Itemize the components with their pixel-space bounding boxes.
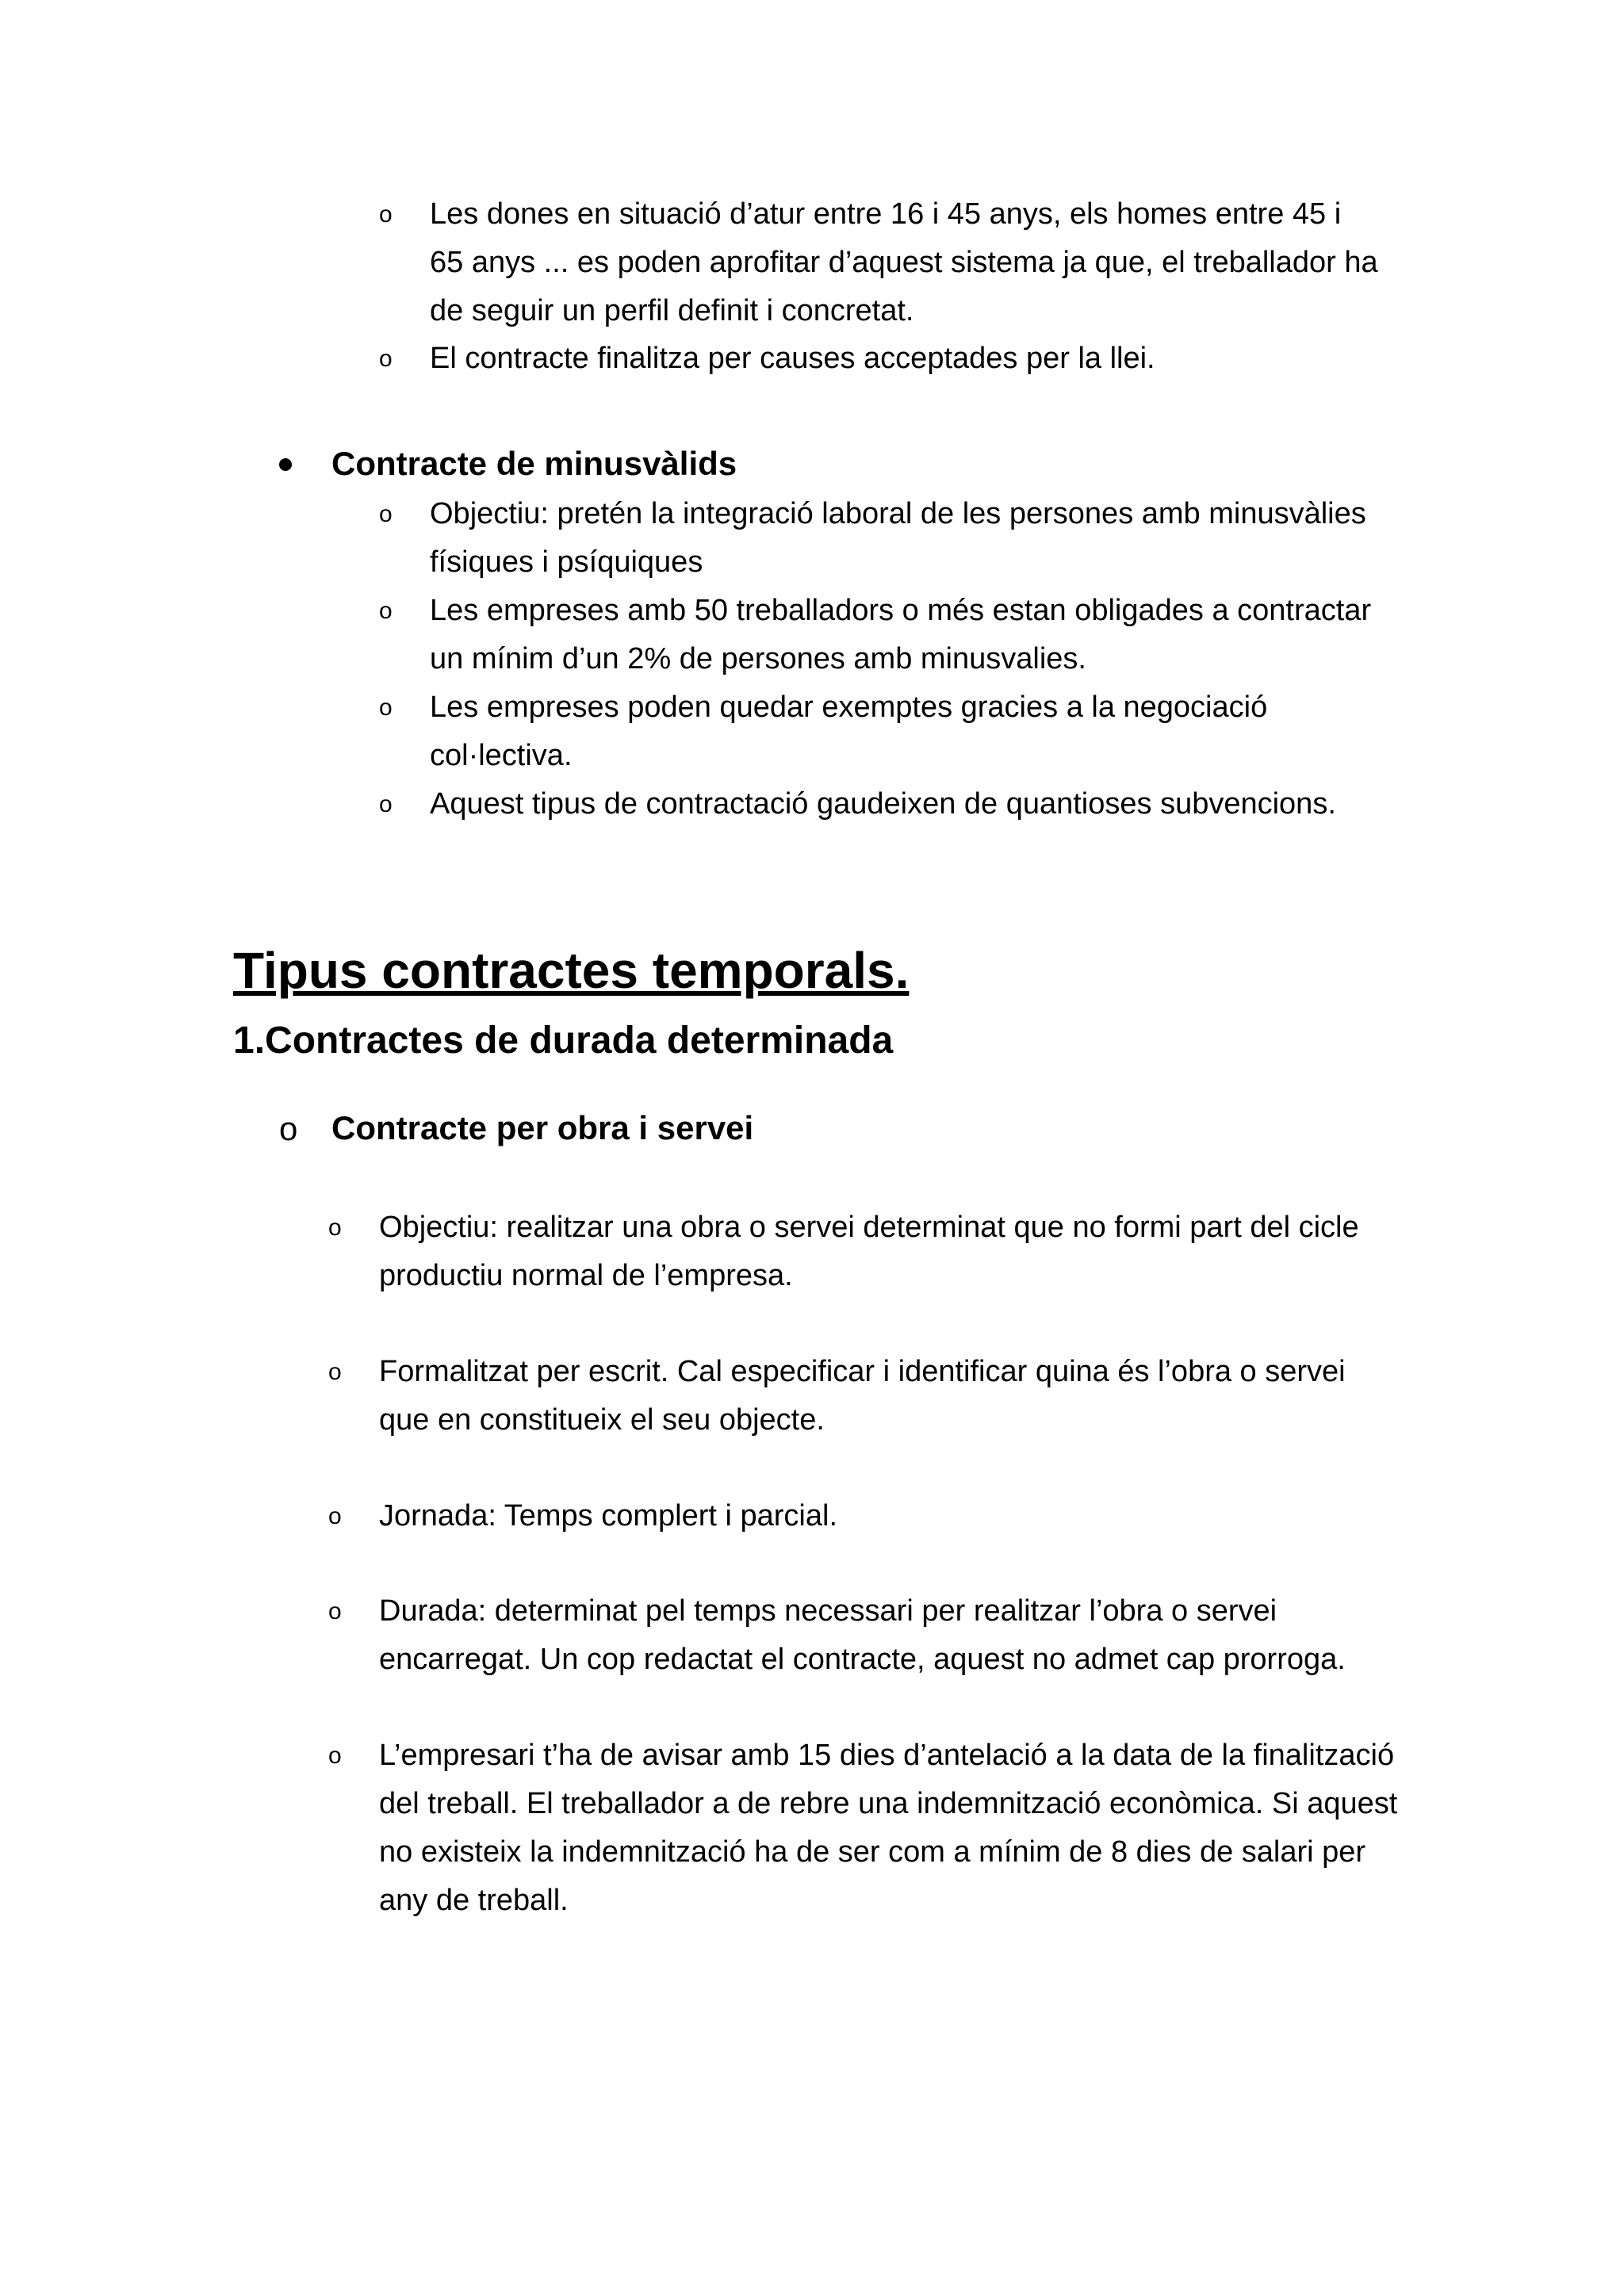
- circle-bullet-icon: o: [379, 695, 393, 721]
- circle-bullet-icon: o: [379, 201, 393, 228]
- list-item-text: Aquest tipus de contractació gaudeixen de quantioses subvencions.: [430, 787, 1336, 821]
- subsection-title: 1.Contractes de durada determinada: [233, 1020, 894, 1062]
- circle-bullet-icon: o: [279, 1110, 298, 1147]
- circle-bullet-icon: o: [379, 598, 393, 624]
- circle-bullet-icon: o: [328, 1743, 342, 1769]
- bullet-dot-icon: [279, 458, 292, 471]
- section-title: Tipus contractes temporals.: [233, 942, 910, 999]
- list-item-text: Formalitzat per escrit. Cal especificar i identificar quina és l’obra o servei que en constitueix el seu objecte.: [379, 1355, 1346, 1437]
- obra-servei-heading-label: Contracte per obra i servei: [331, 1109, 754, 1146]
- list-item-text: Les dones en situació d’atur entre 16 i 45 anys, els homes entre 45 i 65 anys ... es poden aprofitar d’aquest sistema ja que, el treballador ha de seguir un perfil definit i concretat.: [430, 197, 1378, 327]
- circle-bullet-icon: o: [328, 1503, 342, 1529]
- list-item-text: Les empreses amb 50 treballadors o més estan obligades a contractar un mínim d’un 2% de persones amb minusvalies.: [430, 594, 1372, 675]
- minusvalids-heading-label: Contracte de minusvàlids: [331, 445, 737, 482]
- circle-bullet-icon: o: [379, 346, 393, 372]
- list-item-text: Durada: determinat pel temps necessari per realitzar l’obra o servei encarregat. Un cop redactat el contracte, aquest no admet cap prorroga.: [379, 1594, 1346, 1676]
- circle-bullet-icon: o: [379, 501, 393, 527]
- list-item-text: Les empreses poden quedar exemptes gracies a la negociació col·lectiva.: [430, 691, 1268, 772]
- list-item-text: Objectiu: realitzar una obra o servei determinat que no formi part del cicle productiu normal de l’empresa.: [379, 1211, 1359, 1292]
- circle-bullet-icon: o: [328, 1598, 342, 1624]
- list-item-text: El contracte finalitza per causes acceptades per la llei.: [430, 342, 1155, 375]
- list-item-text: Jornada: Temps complert i parcial.: [379, 1499, 837, 1533]
- list-item-text: Objectiu: pretén la integració laboral de les persones amb minusvàlies físiques i psíquiques: [430, 497, 1366, 579]
- circle-bullet-icon: o: [328, 1359, 342, 1385]
- list-item-text: L’empresari t’ha de avisar amb 15 dies d’antelació a la data de la finalització del treball. El treballador a de rebre una indemnització econòmica. Si aquest no existeix la indemnització ha de ser com a mínim de 8 dies de salari per any de treball.: [379, 1739, 1398, 1917]
- circle-bullet-icon: o: [328, 1215, 342, 1241]
- circle-bullet-icon: o: [379, 791, 393, 817]
